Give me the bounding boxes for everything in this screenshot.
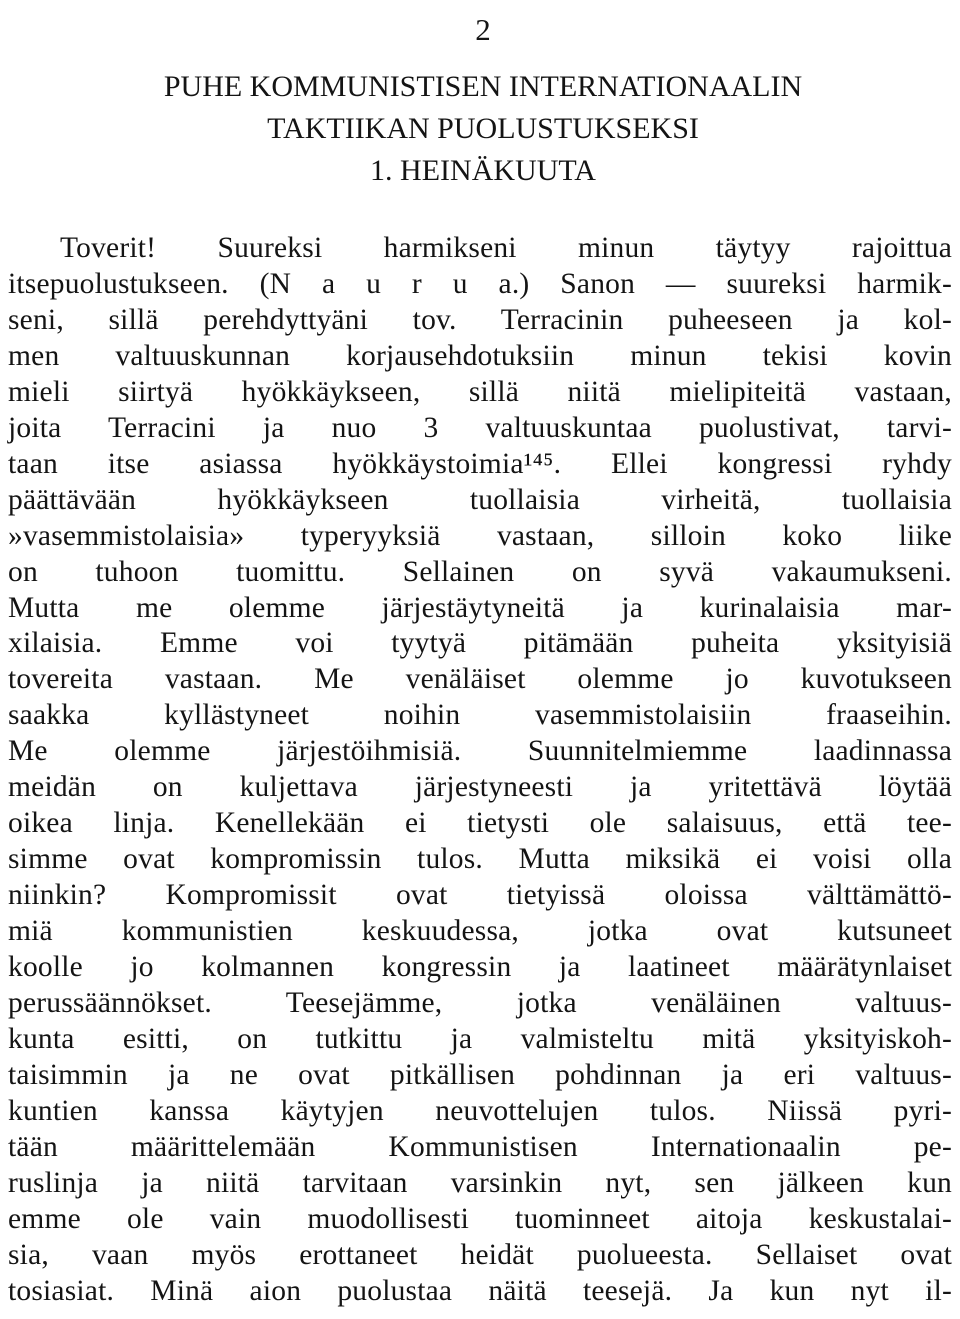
text-line: meidän on kuljettava järjestyneesti ja yritettävä löytää [8, 771, 952, 804]
text-line: miä kommunistien keskuudessa, jotka ovat kutsuneet [8, 915, 952, 948]
text-line: men valtuuskunnan korjausehdotuksiin minun tekisi kovin [8, 339, 952, 372]
text-line: tosiasiat. Minä aion puolustaa näitä teesejä. Ja kun nyt il- [8, 1274, 952, 1307]
text-line: Mutta me olemme järjestäytyneitä ja kurinalaisia mar- [8, 591, 952, 624]
text-line: kuntien kanssa käytyjen neuvottelujen tulos. Niissä pyri- [8, 1094, 952, 1127]
page-number: 2 [475, 12, 491, 47]
text-line: päättävään hyökkäykseen tuollaisia virheitä, tuollaisia [8, 483, 952, 516]
text-line: sia, vaan myös erottaneet heidät puolueesta. Sellaiset ovat [8, 1238, 952, 1271]
text-line: taan itse asiassa hyökkäystoimia¹⁴⁵. Ellei kongressi ryhdy [8, 447, 952, 480]
text-line: mieli siirtyä hyökkäykseen, sillä niitä mielipiteitä vastaan, [8, 375, 952, 408]
text-line: joita Terracini ja nuo 3 valtuuskuntaa puolustivat, tarvi- [8, 411, 952, 444]
text-line: on tuhoon tuomittu. Sellainen on syvä vakaumukseni. [8, 555, 952, 588]
text-line: Toverit! Suureksi harmikseni minun täytyy rajoittua [60, 232, 952, 264]
text-line: simme ovat kompromissin tulos. Mutta miksikä ei voisi olla [8, 843, 952, 876]
text-line: tään määrittelemään Kommunistisen Internationaalin pe- [8, 1130, 952, 1163]
text-line: oikea linja. Kenellekään ei tietysti ole salaisuus, että tee- [8, 807, 952, 840]
text-line: tovereita vastaan. Me venäläiset olemme jo kuvotukseen [8, 663, 952, 696]
text-line: kunta esitti, on tutkittu ja valmisteltu mitä yksityiskoh- [8, 1022, 952, 1055]
text-line: itsepuolustukseen. (N a u r u a.) Sanon — suureksi harmik- [8, 267, 952, 300]
text-line: ruslinja ja niitä tarvitaan varsinkin nyt, sen jälkeen kun [8, 1166, 952, 1199]
body-text [8, 231, 952, 1310]
text-line: niinkin? Kompromissit ovat tietyissä oloissa välttämättö- [8, 879, 952, 912]
title-line: 1. HEINÄKUUTA [370, 154, 596, 187]
text-line: emme ole vain muodollisesti tuominneet aitoja keskustalai- [8, 1202, 952, 1235]
text-line: »vasemmistolaisia» typeryyksiä vastaan, silloin koko liike [8, 519, 952, 552]
text-line: perussäännökset. Teesejämme, jotka venäläinen valtuus- [8, 987, 952, 1020]
text-line: Me olemme järjestöihmisiä. Suunnitelmiemme laadinnassa [8, 735, 952, 768]
title-line: PUHE KOMMUNISTISEN INTERNATIONAALIN [163, 70, 803, 103]
text-line: xilaisia. Emme voi tyytyä pitämään puheita yksityisiä [8, 627, 952, 660]
title-line: TAKTIIKAN PUOLUSTUKSEKSI [267, 112, 699, 145]
text-line: koolle jo kolmannen kongressin ja laatineet määrätynlaiset [8, 951, 952, 984]
text-line: taisimmin ja ne ovat pitkällisen pohdinnan ja eri valtuus- [8, 1058, 952, 1091]
chapter-title [0, 66, 960, 192]
text-line: seni, sillä perehdyttyäni tov. Terracinin puheeseen ja kol- [8, 303, 952, 336]
text-line: saakka kyllästyneet noihin vasemmistolaisiin fraaseihin. [8, 699, 952, 732]
